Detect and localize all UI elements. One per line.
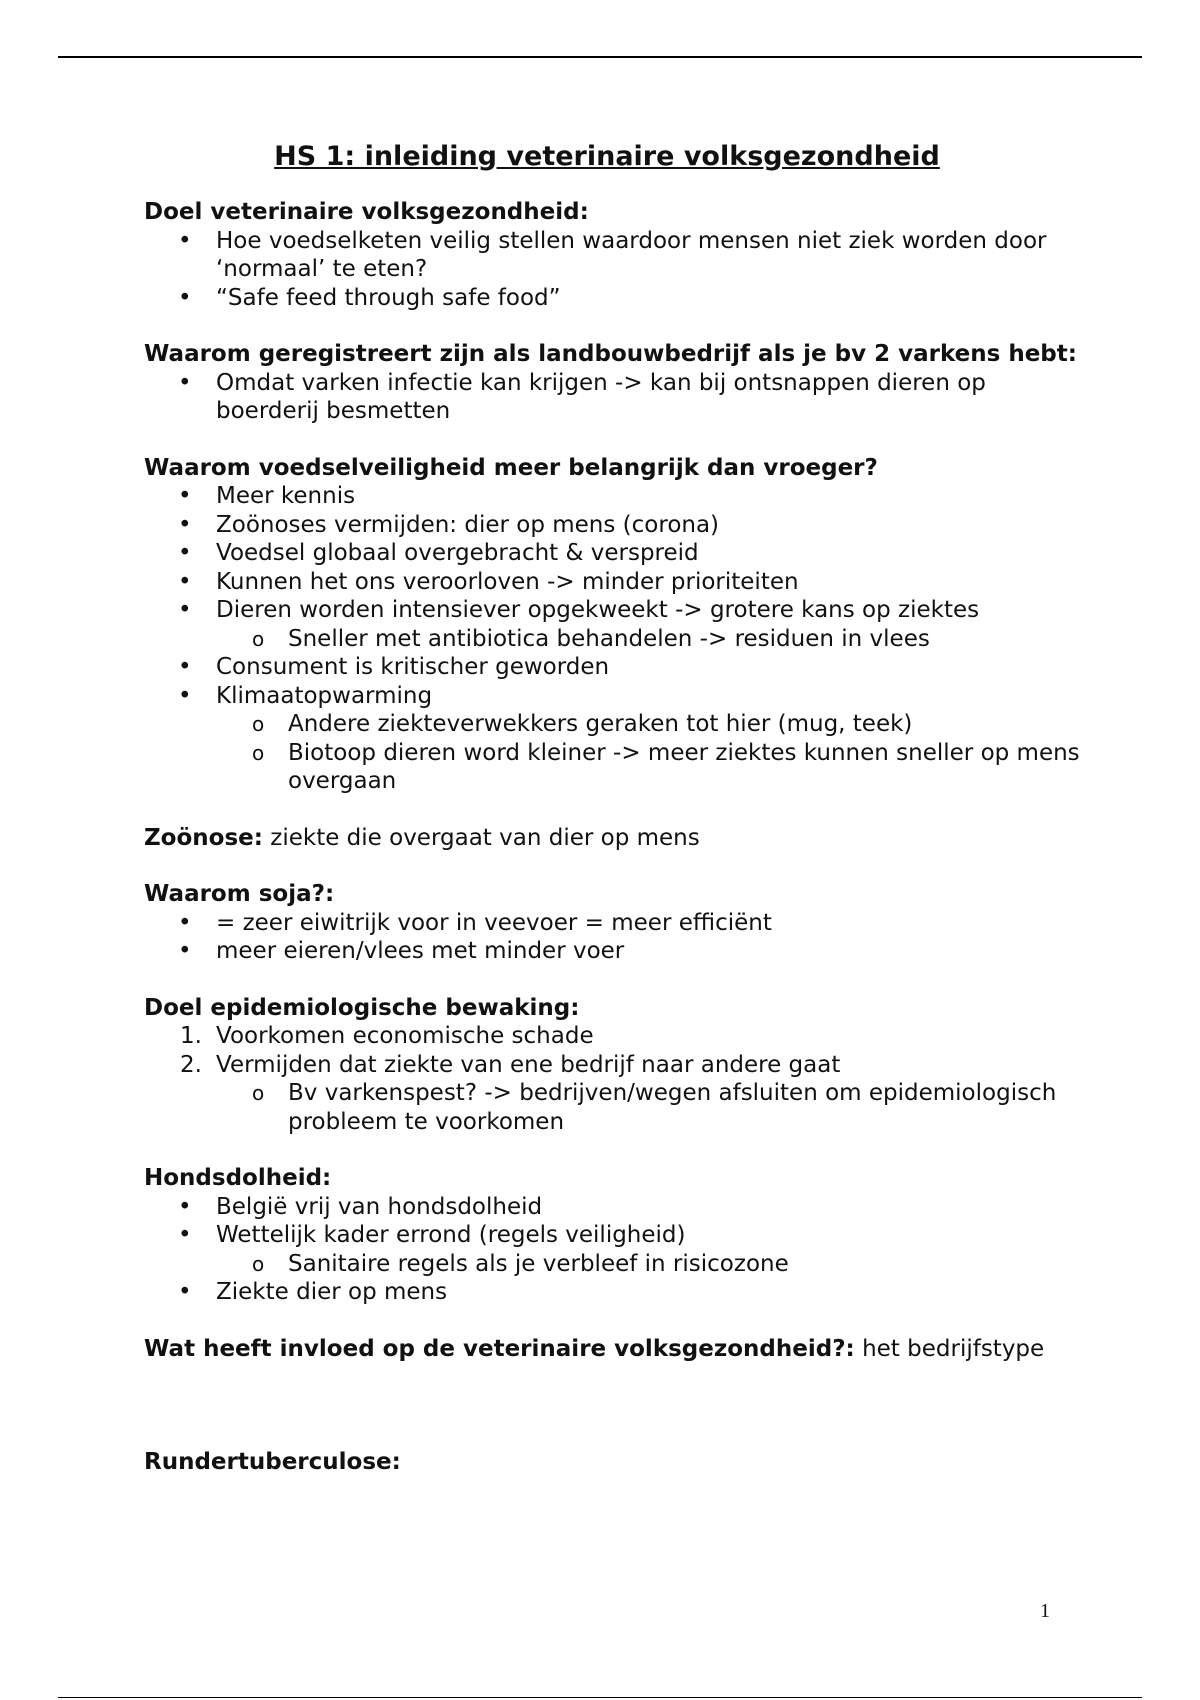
list-item (144, 1022, 1084, 1051)
term-definition: ziekte die overgaat van dier op mens (262, 824, 700, 851)
section-heading: Doel veterinaire volksgezondheid: (144, 199, 589, 225)
section-invloed (144, 1335, 1084, 1364)
list-item: • Meer kennis (144, 482, 1084, 511)
bullet-list (144, 482, 1084, 796)
section-heading: Waarom soja?: (144, 881, 335, 907)
section-geregistreerd (144, 340, 1084, 426)
list-item: • = zeer eiwitrijk voor in veevoer = meer efficiënt (144, 909, 1084, 938)
list-item-text: Voorkomen economische schade (216, 1023, 594, 1049)
section-heading: Doel epidemiologische bewaking: (144, 994, 580, 1021)
section-heading: Hondsdolheid: (144, 1165, 332, 1191)
section-epidemiologische-bewaking (144, 994, 1084, 1137)
page-number: 1 (1040, 1600, 1050, 1622)
bullet-list (144, 227, 1084, 313)
list-item: • Omdat varken infectie kan krijgen -> kan bij ontsnappen dieren op boerderij besmetten (144, 369, 1084, 426)
bullet-list (144, 909, 1084, 966)
section-heading: Rundertuberculose: (144, 1449, 401, 1475)
section-soja (144, 880, 1084, 966)
list-item: • Klimaatopwarming (144, 682, 1084, 711)
header-rule (58, 56, 1142, 58)
list-item (144, 1051, 1084, 1080)
bullet-list (144, 1193, 1084, 1307)
page-title: HS 1: inleiding veterinaire volksgezondheid (274, 141, 940, 172)
sub-list-item: o Sneller met antibiotica behandelen -> residuen in vlees (144, 625, 1084, 654)
list-number: 2. (180, 1051, 202, 1078)
list-item: • Voedsel globaal overgebracht & verspreid (144, 539, 1084, 568)
list-item: • Hoe voedselketen veilig stellen waardoor mensen niet ziek worden door ‘normaal’ te eten? (144, 227, 1084, 284)
list-item-text: Vermijden dat ziekte van ene bedrijf naar andere gaat (216, 1051, 841, 1078)
section-text: het bedrijfstype (854, 1335, 1045, 1362)
sub-list-item: o Sanitaire regels als je verbleef in risicozone (144, 1250, 1084, 1279)
list-item: • Wettelijk kader errond (regels veiligheid) (144, 1221, 1084, 1250)
section-heading: Waarom geregistreert zijn als landbouwbedrijf als je bv 2 varkens hebt: (144, 341, 1077, 367)
bullet-list (144, 369, 1084, 426)
section-heading: Waarom voedselveiligheid meer belangrijk dan vroeger? (144, 454, 878, 481)
list-item: • Ziekte dier op mens (144, 1278, 1084, 1307)
section-heading: Wat heeft invloed op de veterinaire volksgezondheid?: (144, 1335, 855, 1362)
list-item: • “Safe feed through safe food” (144, 284, 1084, 313)
list-item: • Dieren worden intensiever opgekweekt -> grotere kans op ziektes (144, 596, 1084, 625)
section-doel-veterinaire (144, 198, 1084, 312)
document-body (144, 140, 1084, 1505)
section-hondsdolheid (144, 1164, 1084, 1307)
sub-list-item: o Bv varkenspest? -> bedrijven/wegen afsluiten om epidemiologisch probleem te voorkomen (144, 1079, 1084, 1136)
list-number: 1. (180, 1023, 202, 1049)
footer-rule (58, 1697, 1142, 1698)
section-rundertuberculose (144, 1448, 1084, 1477)
list-item: • meer eieren/vlees met minder voer (144, 937, 1084, 966)
section-zoonose (144, 824, 1084, 853)
sub-list-item: o Andere ziekteverwekkers geraken tot hier (mug, teek) (144, 710, 1084, 739)
term-label: Zoönose: (144, 824, 263, 851)
section-voedselveiligheid (144, 454, 1084, 796)
list-item: • Zoönoses vermijden: dier op mens (corona) (144, 511, 1084, 540)
list-item: • Consument is kritischer geworden (144, 653, 1084, 682)
list-item: • Kunnen het ons veroorloven -> minder prioriteiten (144, 568, 1084, 597)
numbered-list (144, 1022, 1084, 1136)
list-item: • België vrij van hondsdolheid (144, 1193, 1084, 1222)
sub-list-item: o Biotoop dieren word kleiner -> meer ziektes kunnen sneller op mens overgaan (144, 739, 1084, 796)
